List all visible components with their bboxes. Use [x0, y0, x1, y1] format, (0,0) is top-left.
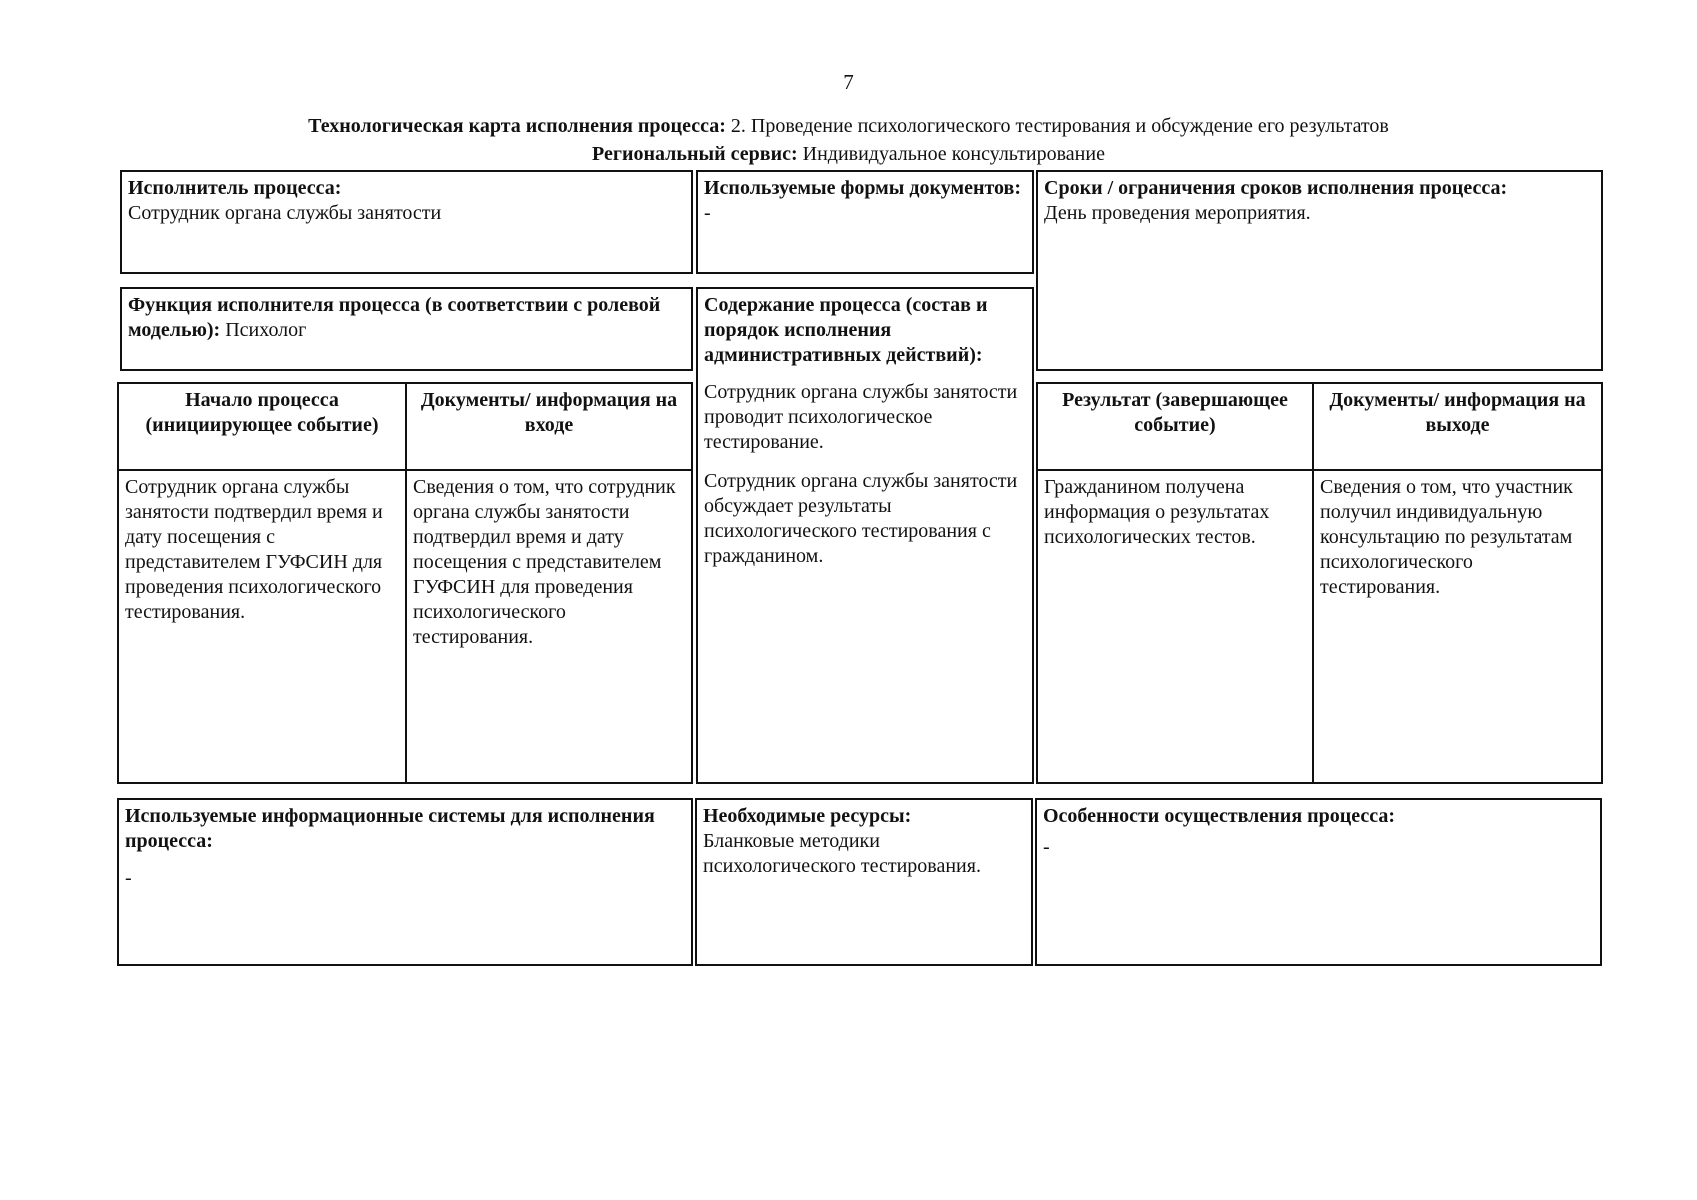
resources-label: Необходимые ресурсы: [703, 805, 912, 827]
service-title-value: Индивидуальное консультирование [797, 143, 1105, 165]
content-para-2: Сотрудник органа службы занятости обсуждает результаты психологического тестирования с гражданином. [704, 470, 1018, 567]
features-label: Особенности осуществления процесса: [1043, 805, 1396, 827]
deadlines-label: Сроки / ограничения сроков исполнения процесса: [1044, 177, 1508, 199]
deadlines-value: День проведения мероприятия. [1044, 202, 1311, 224]
function-box [120, 287, 693, 371]
service-title-label: Региональный сервис: [592, 143, 798, 165]
output-docs-value: Сведения о том, что участник получил индивидуальную консультацию по результатам психологического тестирования. [1320, 476, 1573, 598]
process-title-label: Технологическая карта исполнения процесса: [308, 115, 726, 137]
start-table [117, 382, 693, 784]
page-number: 7 [843, 70, 854, 94]
forms-box [696, 170, 1034, 274]
result-header: Результат (завершающее событие) [1062, 389, 1288, 436]
content-label: Содержание процесса (состав и порядок исполнения административных действий): [704, 294, 988, 366]
info-systems-label: Используемые информационные системы для исполнения процесса: [125, 805, 655, 852]
resources-box [695, 798, 1033, 966]
features-box [1035, 798, 1602, 966]
start-header: Начало процесса (инициирующее событие) [145, 389, 379, 436]
info-systems-box [117, 798, 693, 966]
features-value: - [1043, 836, 1050, 858]
result-table [1036, 382, 1603, 784]
forms-label: Используемые формы документов: [704, 177, 1022, 199]
resources-value: Бланковые методики психологического тестирования. [703, 830, 981, 877]
forms-value: - [704, 202, 711, 224]
service-title [0, 142, 1697, 167]
result-value: Гражданином получена информация о результатах психологических тестов. [1044, 476, 1270, 548]
input-docs-header: Документы/ информация на входе [420, 389, 678, 436]
executor-value: Сотрудник органа службы занятости [128, 202, 442, 224]
function-value: Психолог [220, 319, 307, 341]
start-value: Сотрудник органа службы занятости подтвердил время и дату посещения с представителем ГУФСИН для проведения психологического тестирования. [125, 476, 383, 623]
process-title-value: 2. Проведение психологического тестирования и обсуждение его результатов [725, 115, 1389, 137]
function-label: Функция исполнителя процесса (в соответствии с ролевой моделью): [128, 294, 661, 341]
info-systems-value: - [125, 867, 132, 889]
executor-label: Исполнитель процесса: [128, 177, 342, 199]
input-docs-value: Сведения о том, что сотрудник органа службы занятости подтвердил время и дату посещения с представителем ГУФСИН для проведения психологического тестирования. [413, 476, 676, 648]
content-para-1: Сотрудник органа службы занятости проводит психологическое тестирование. [704, 381, 1018, 453]
executor-box [120, 170, 693, 274]
output-docs-header: Документы/ информация на выходе [1329, 389, 1586, 436]
deadlines-box [1036, 170, 1603, 371]
process-title [0, 114, 1697, 139]
content-box [696, 287, 1034, 784]
